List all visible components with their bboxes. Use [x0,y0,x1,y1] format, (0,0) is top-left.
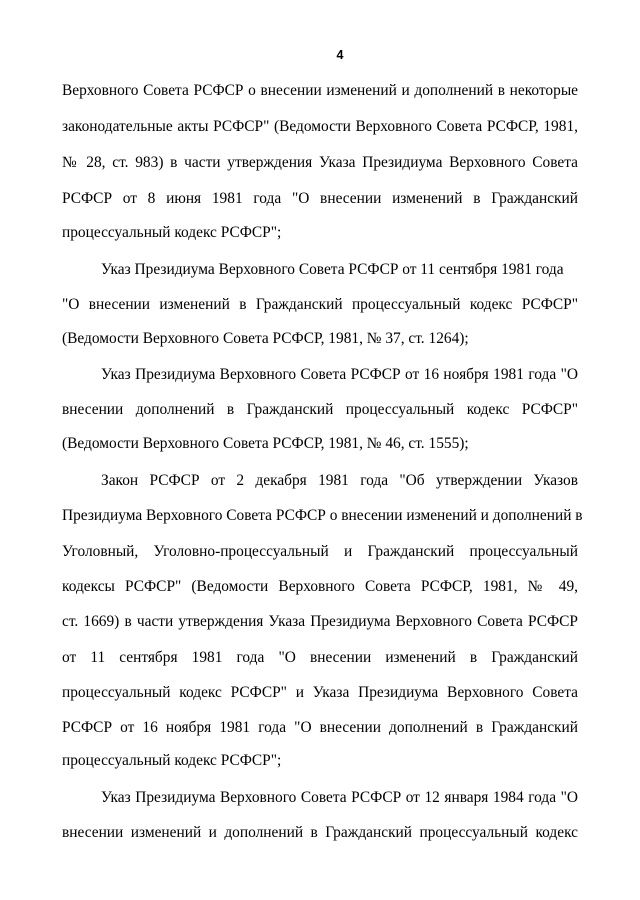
text-line: Верховного Совета РСФСР о внесении изменений и дополнений в некоторые [62,82,578,99]
text-line: Уголовный, Уголовно-процессуальный и Гражданский процессуальный [62,543,578,560]
text-line: законодательные акты РСФСР" (Ведомости Верховного Совета РСФСР, 1981, [62,118,578,135]
text-line: (Ведомости Верховного Совета РСФСР, 1981, № 37, ст. 1264); [62,330,469,347]
text-line: (Ведомости Верховного Совета РСФСР, 1981, № 46, ст. 1555); [62,435,469,452]
text-line: Указ Президиума Верховного Совета РСФСР от 12 января 1984 года "О [101,789,578,806]
text-line: Закон РСФСР от 2 декабря 1981 года "Об утверждении Указов [101,472,578,489]
text-line: Указ Президиума Верховного Совета РСФСР от 11 сентября 1981 года [101,261,564,278]
text-line: процессуальный кодекс РСФСР" и Указа Президиума Верховного Совета [62,684,578,701]
text-line: РСФСР от 16 ноября 1981 года "О внесении дополнений в Гражданский [62,719,578,736]
text-line: ст. 1669) в части утверждения Указа Президиума Верховного Совета РСФСР [62,613,578,630]
text-line: "О внесении изменений в Гражданский процессуальный кодекс РСФСР" [62,296,578,313]
text-line: Президиума Верховного Совета РСФСР о внесении изменений и дополнений в [62,507,583,524]
page-number: 4 [336,48,344,62]
text-line: № 28, ст. 983) в части утверждения Указа Президиума Верховного Совета [62,154,578,171]
text-line: кодексы РСФСР" (Ведомости Верховного Совета РСФСР, 1981, № 49, [62,578,578,595]
text-line: от 11 сентября 1981 года "О внесении изменений в Гражданский [62,649,578,666]
text-line: процессуальный кодекс РСФСР"; [62,224,282,241]
text-line: РСФСР от 8 июня 1981 года "О внесении изменений в Гражданский [62,190,578,207]
text-line: внесении дополнений в Гражданский процессуальный кодекс РСФСР" [62,401,578,418]
text-line: внесении изменений и дополнений в Гражданский процессуальный кодекс [62,824,578,841]
text-line: Указ Президиума Верховного Совета РСФСР от 16 ноября 1981 года "О [101,366,578,383]
text-line: процессуальный кодекс РСФСР"; [62,752,282,769]
